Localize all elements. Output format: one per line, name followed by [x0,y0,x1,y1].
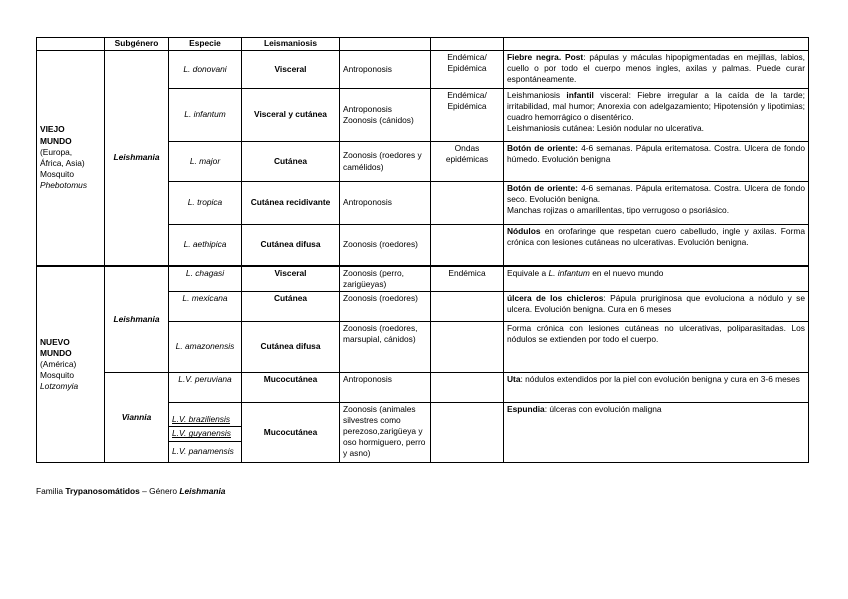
leishmaniosis-type: Visceral [242,51,340,89]
leishmania-table [36,37,809,463]
region-nuevo-mundo: NUEVO MUNDO (América) Mosquito Lotzomyia [37,266,105,463]
description-cell: Uta: nódulos extendidos por la piel con evolución benigna y cura en 3-6 meses [504,373,809,403]
species-cell: L. tropica [169,182,242,225]
description-cell: úlcera de los chicleros: Pápula pruriginosa que evoluciona a nódulo y se ulcera. Evolución benigna. Cura en 6 meses [504,292,809,322]
epidemiology-cell [431,373,504,403]
transmission-cell: Antroponosis Zoonosis (cánidos) [340,89,431,142]
epidemiology-cell [431,322,504,373]
epidemiology-cell: Ondas epidémicas [431,142,504,182]
species-cell: L. mexicana [169,292,242,322]
header-subgenero: Subgénero [105,38,169,51]
leishmaniosis-type: Cutánea difusa [242,322,340,373]
species-cell: L.V. guyanensis [169,427,242,442]
leishmaniosis-type: Cutánea [242,142,340,182]
species-cell: L. donovani [169,51,242,89]
transmission-cell: Antroponosis [340,182,431,225]
subgenus-cell: Leishmania [105,51,169,266]
species-cell: L.V. braziliensis [169,403,242,427]
description-cell: Forma crónica con lesiones cutáneas no ulcerativas, poliparasitadas. Los nódulos se extienden por todo el cuerpo. [504,322,809,373]
epidemiology-cell: Endémica/ Epidémica [431,51,504,89]
description-cell: Botón de oriente: 4-6 semanas. Pápula eritematosa. Costra. Ulcera de fondo seco. Evolución benigna. Manchas rojizas o amarillentas, tipo verrugoso o psoriásico. [504,182,809,225]
epidemiology-cell [431,403,504,463]
header-especie: Especie [169,38,242,51]
subgenus-cell: Viannia [105,373,169,463]
leishmaniosis-type: Cutánea difusa [242,225,340,266]
leishmaniosis-type: Cutánea recidivante [242,182,340,225]
transmission-cell: Zoonosis (perro, zarigüeyas) [340,266,431,292]
description-cell: Botón de oriente: 4-6 semanas. Pápula eritematosa. Costra. Ulcera de fondo húmedo. Evolución benigna [504,142,809,182]
header-leismaniosis: Leismaniosis [242,38,340,51]
species-cell: L. chagasi [169,266,242,292]
leishmaniosis-type: Cutánea [242,292,340,322]
description-cell: Espundia: úlceras con evolución maligna [504,403,809,463]
description-cell: Nódulos en orofaringe que respetan cuero cabelludo, ingle y axilas. Forma crónica con lesiones cutáneas no ulcerativas. Evolución benigna. [504,225,809,266]
table-row [37,373,809,403]
transmission-cell: Zoonosis (animales silvestres como perezoso,zarigüeya y oso hormiguero, perro y asno) [340,403,431,463]
header-transmision [340,38,431,51]
epidemiology-cell: Endémica/ Epidémica [431,89,504,142]
subgenus-cell: Leishmania [105,266,169,373]
transmission-cell: Antroponosis [340,51,431,89]
table-row [37,266,809,292]
transmission-cell: Zoonosis (roedores) [340,225,431,266]
species-cell: L. amazonensis [169,322,242,373]
region-viejo-mundo: VIEJO MUNDO (Europa, África, Asia) Mosquito Phebotomus [37,51,105,266]
leishmaniosis-type: Visceral y cutánea [242,89,340,142]
species-cell: L. major [169,142,242,182]
transmission-cell: Zoonosis (roedores) [340,292,431,322]
description-cell: Fiebre negra. Post: pápulas y máculas hipopigmentadas en mejillas, labios, cuello o por todo el cuerpo menos ingles, axilas y palmas. Puede curar espontáneamente. [504,51,809,89]
description-cell: Equivale a L. infantum en el nuevo mundo [504,266,809,292]
species-cell: L.V. peruviana [169,373,242,403]
leishmaniosis-type: Mucocutánea [242,373,340,403]
transmission-cell: Zoonosis (roedores y camélidos) [340,142,431,182]
epidemiology-cell [431,182,504,225]
leishmaniosis-type: Mucocutánea [242,403,340,463]
species-cell: L. infantum [169,89,242,142]
table-row [37,51,809,89]
epidemiology-cell [431,292,504,322]
species-cell: L. aethipica [169,225,242,266]
transmission-cell: Zoonosis (roedores, marsupial, cánidos) [340,322,431,373]
leishmaniosis-type: Visceral [242,266,340,292]
transmission-cell: Antroponosis [340,373,431,403]
header-row [37,38,809,51]
epidemiology-cell: Endémica [431,266,504,292]
header-descripcion [504,38,809,51]
species-cell: L.V. panamensis [169,442,242,463]
epidemiology-cell [431,225,504,266]
header-region [37,38,105,51]
description-cell: Leishmaniosis infantil visceral: Fiebre irregular a la caída de la tarde; irritabilidad, mal humor; Anorexia con adelgazamiento; Hipotensión y lipotimias; cuadro hemorrágico o disentérico. Leishmaniosis cutánea: Lesión nodular no ulcerativa. [504,89,809,142]
header-epidemiologia [431,38,504,51]
footnote: Familia Trypanosomátidos – Género Leishmania [36,486,226,496]
